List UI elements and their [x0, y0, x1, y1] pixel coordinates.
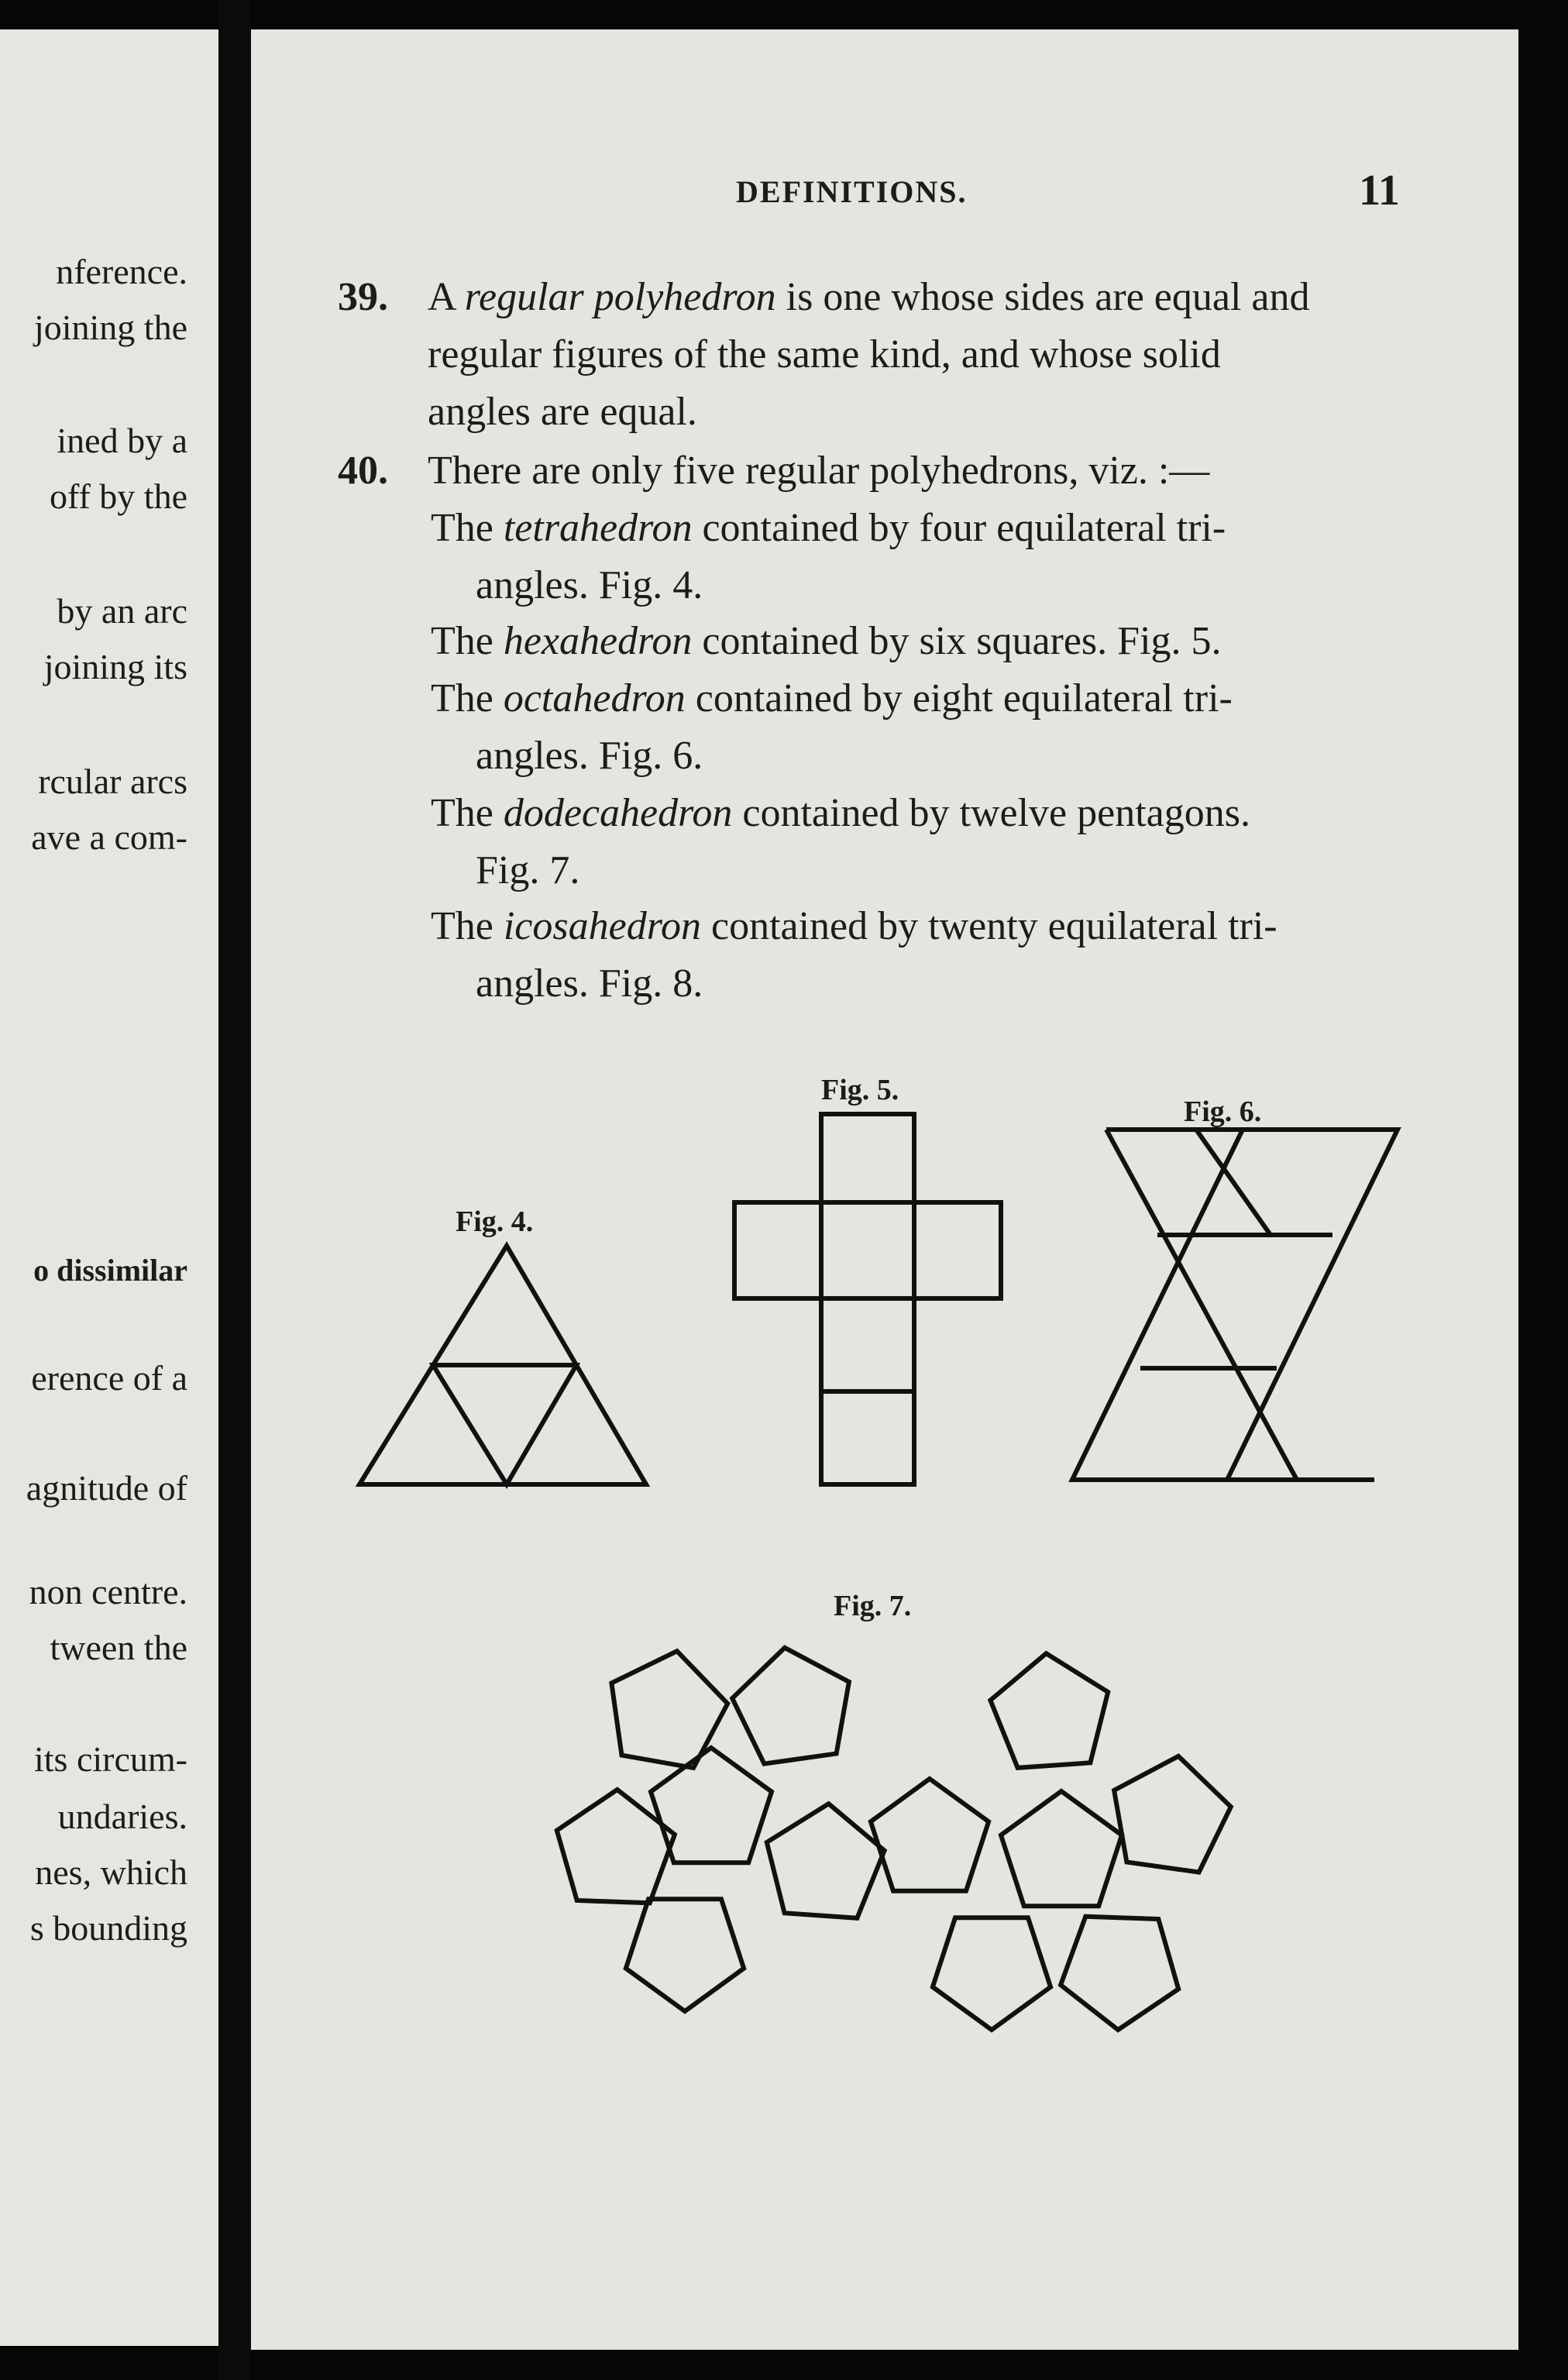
definition-39-line-3: angles are equal.	[428, 390, 697, 434]
pentagon	[626, 1899, 744, 2011]
left-line: rcular arcs	[38, 762, 187, 801]
left-line: joining the	[33, 308, 187, 347]
fig-5-caption: Fig. 5.	[821, 1074, 899, 1106]
fig-7-caption: Fig. 7.	[834, 1590, 912, 1622]
term-hexahedron: hexahedron	[503, 619, 693, 663]
pentagon	[933, 1917, 1050, 2030]
definition-number: 39.	[338, 275, 388, 319]
term-icosahedron: icosahedron	[503, 904, 701, 948]
pentagon	[732, 1648, 849, 1764]
left-line: ined by a	[57, 421, 187, 460]
dodecahedron-line-cont: Fig. 7.	[476, 848, 580, 892]
left-line: non centre.	[29, 1572, 187, 1611]
definition-39-line-1: A regular polyhedron is one whose sides are equal and	[428, 275, 1310, 319]
term-tetrahedron: tetrahedron	[503, 506, 693, 550]
left-line: joining its	[43, 647, 187, 686]
figures-svg	[251, 29, 1518, 2350]
pentagon	[990, 1653, 1108, 1768]
tetrahedron-line-cont: angles. Fig. 4.	[476, 563, 703, 607]
term-regular-polyhedron: regular polyhedron	[464, 275, 776, 319]
pentagon	[871, 1779, 989, 1891]
left-line: o dissimilar	[33, 1253, 187, 1288]
definition-number: 40.	[338, 449, 388, 493]
term-dodecahedron: dodecahedron	[503, 791, 733, 835]
pentagon	[767, 1804, 885, 1918]
left-line: nference.	[56, 252, 187, 291]
fig-6-caption: Fig. 6.	[1184, 1095, 1262, 1128]
icosahedron-line: The icosahedron contained by twenty equilateral tri-	[431, 904, 1277, 948]
definition-39-line-2: regular figures of the same kind, and whose solid	[428, 332, 1221, 377]
page-number: 11	[1359, 167, 1400, 215]
fig-4-caption: Fig. 4.	[456, 1205, 534, 1238]
left-line: ave a com-	[31, 817, 187, 857]
hexahedron-line: The hexahedron contained by six squares. Fig. 5.	[431, 619, 1222, 663]
definition-40-intro: There are only five regular polyhedrons, viz. :—	[428, 449, 1210, 493]
fig-4-tetrahedron-net	[359, 1246, 646, 1484]
left-line: undaries.	[57, 1797, 187, 1836]
left-line: nes, which	[35, 1852, 187, 1892]
octahedron-line: The octahedron contained by eight equilateral tri-	[431, 676, 1233, 721]
left-line: tween the	[50, 1628, 187, 1667]
term-octahedron: octahedron	[503, 676, 686, 721]
book-gutter	[218, 0, 251, 2380]
left-line: by an arc	[57, 591, 187, 631]
icosahedron-line-cont: angles. Fig. 8.	[476, 961, 703, 1006]
left-page-fragment	[0, 29, 218, 2346]
fig-7-dodecahedron-net	[557, 1648, 1231, 2030]
left-line: its circum-	[34, 1739, 187, 1779]
octahedron-line-cont: angles. Fig. 6.	[476, 734, 703, 778]
pentagon	[1001, 1791, 1122, 1906]
left-line: agnitude of	[26, 1468, 187, 1508]
fig-6-octahedron-net	[1072, 1130, 1398, 1480]
tetrahedron-line: The tetrahedron contained by four equilateral tri-	[431, 506, 1226, 550]
left-line: s bounding	[29, 1908, 187, 1948]
pentagon	[1061, 1917, 1178, 2030]
page	[251, 29, 1518, 2350]
left-line: erence of a	[31, 1358, 187, 1398]
left-line: off by the	[49, 476, 187, 516]
fig-5-hexahedron-net	[734, 1114, 1001, 1484]
pentagon	[1114, 1756, 1231, 1873]
running-header: DEFINITIONS.	[736, 174, 968, 209]
dodecahedron-line: The dodecahedron contained by twelve pentagons.	[431, 791, 1250, 835]
